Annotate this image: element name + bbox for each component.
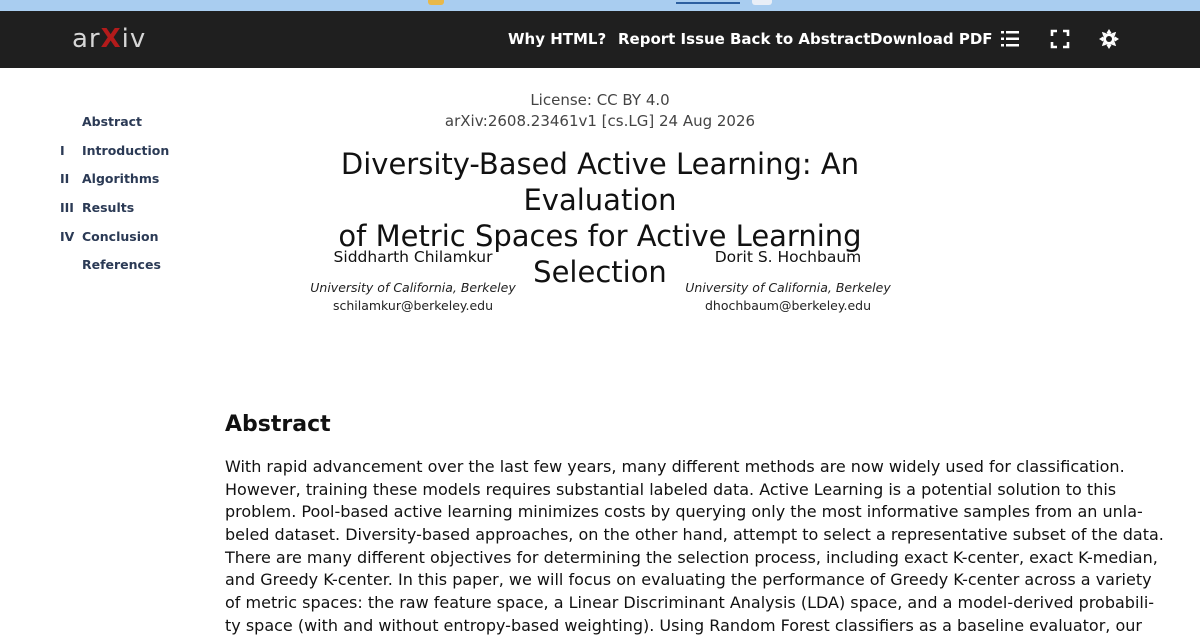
top-navbar <box>0 11 1200 68</box>
toc-item-introduction[interactable] <box>58 141 228 170</box>
download-pdf-link[interactable]: Download PDF <box>870 30 993 48</box>
toc-item-results[interactable] <box>58 198 228 227</box>
back-to-abstract-link[interactable]: Back to Abstract <box>730 30 871 48</box>
author-email: schilamkur@berkeley.edu <box>332 298 494 313</box>
abstract-heading: Abstract <box>225 412 331 437</box>
abstract-line: However, training these models requires substantial labeled data. Active Learning is a potential solution to this <box>225 479 1117 499</box>
author-affiliation: University of California, Berkeley <box>685 280 891 295</box>
banner-emoji-icon <box>428 0 444 5</box>
report-issue-link[interactable]: Report Issue <box>618 30 725 48</box>
license-line[interactable]: License: CC BY 4.0 <box>530 91 670 109</box>
author-name: Dorit S. Hochbaum <box>714 248 862 266</box>
toc-item-references[interactable] <box>58 255 228 284</box>
author-email: dhochbaum@berkeley.edu <box>704 298 872 313</box>
abstract-line: beled dataset. Diversity-based approaches, on the other hand, attempt to select a representative subset of the data. <box>225 525 1164 545</box>
abstract-line: There are many different objectives for determining the selection process, including exact K-center, exact K-median, <box>225 547 1158 567</box>
toc-item-number: II <box>60 171 70 187</box>
toc-item-conclusion[interactable] <box>58 227 228 256</box>
browser-banner <box>0 0 1200 11</box>
banner-close-button[interactable] <box>752 0 772 5</box>
list-icon[interactable] <box>999 28 1021 50</box>
abstract-line: With rapid advancement over the last few years, many different methods are now widely used for classification. <box>225 457 1125 476</box>
abstract-text <box>225 456 1164 638</box>
toc-item-label: Abstract <box>82 114 143 129</box>
author-name: Siddharth Chilamkur <box>333 248 493 266</box>
toc-item-label: Conclusion <box>82 228 159 244</box>
toc-item-number: IV <box>60 228 75 244</box>
arxiv-logo[interactable]: arXiv <box>72 24 147 54</box>
theme-toggle-icon[interactable] <box>1098 28 1120 50</box>
abstract-line: and Greedy K-center. In this paper, we will focus on evaluating the performance of Greedy K-center across a variety <box>225 570 1152 590</box>
abstract-line: problem. Pool-based active learning minimizes costs by querying only the most informative samples from an unla- <box>225 502 1143 522</box>
toc-item-number: III <box>60 200 74 216</box>
toc-item-algorithms[interactable] <box>58 169 228 198</box>
why-html-link[interactable]: Why HTML? <box>508 30 607 48</box>
abstract-line: of metric spaces: the raw feature space, a Linear Discriminant Analysis (LDA) space, and a model-derived probabili- <box>225 593 1155 613</box>
arxiv-identifier: arXiv:2608.23461v1 [cs.LG] 24 Aug 2026 <box>444 112 756 130</box>
toc-item-number: I <box>60 142 65 158</box>
author-block <box>608 248 968 313</box>
abstract-line: ty space (with and without entropy-based weighting). Using Random Forest classifiers as a baseline evaluator, our <box>225 615 1142 635</box>
toc-item-abstract[interactable] <box>58 112 228 141</box>
toc-item-label: Algorithms <box>82 171 160 187</box>
paper-title-line: of Metric Spaces for Active Learning Selection <box>338 219 862 289</box>
banner-link[interactable] <box>676 0 740 4</box>
toc-item-label: Introduction <box>82 142 170 158</box>
toc-item-label: Results <box>82 200 135 216</box>
toc-item-label: References <box>82 257 161 273</box>
fullscreen-icon[interactable] <box>1049 28 1071 50</box>
author-affiliation: University of California, Berkeley <box>310 280 516 295</box>
author-block <box>233 248 593 313</box>
paper-title-line: Diversity-Based Active Learning: An Evaluation <box>340 147 860 217</box>
table-of-contents <box>58 112 228 284</box>
